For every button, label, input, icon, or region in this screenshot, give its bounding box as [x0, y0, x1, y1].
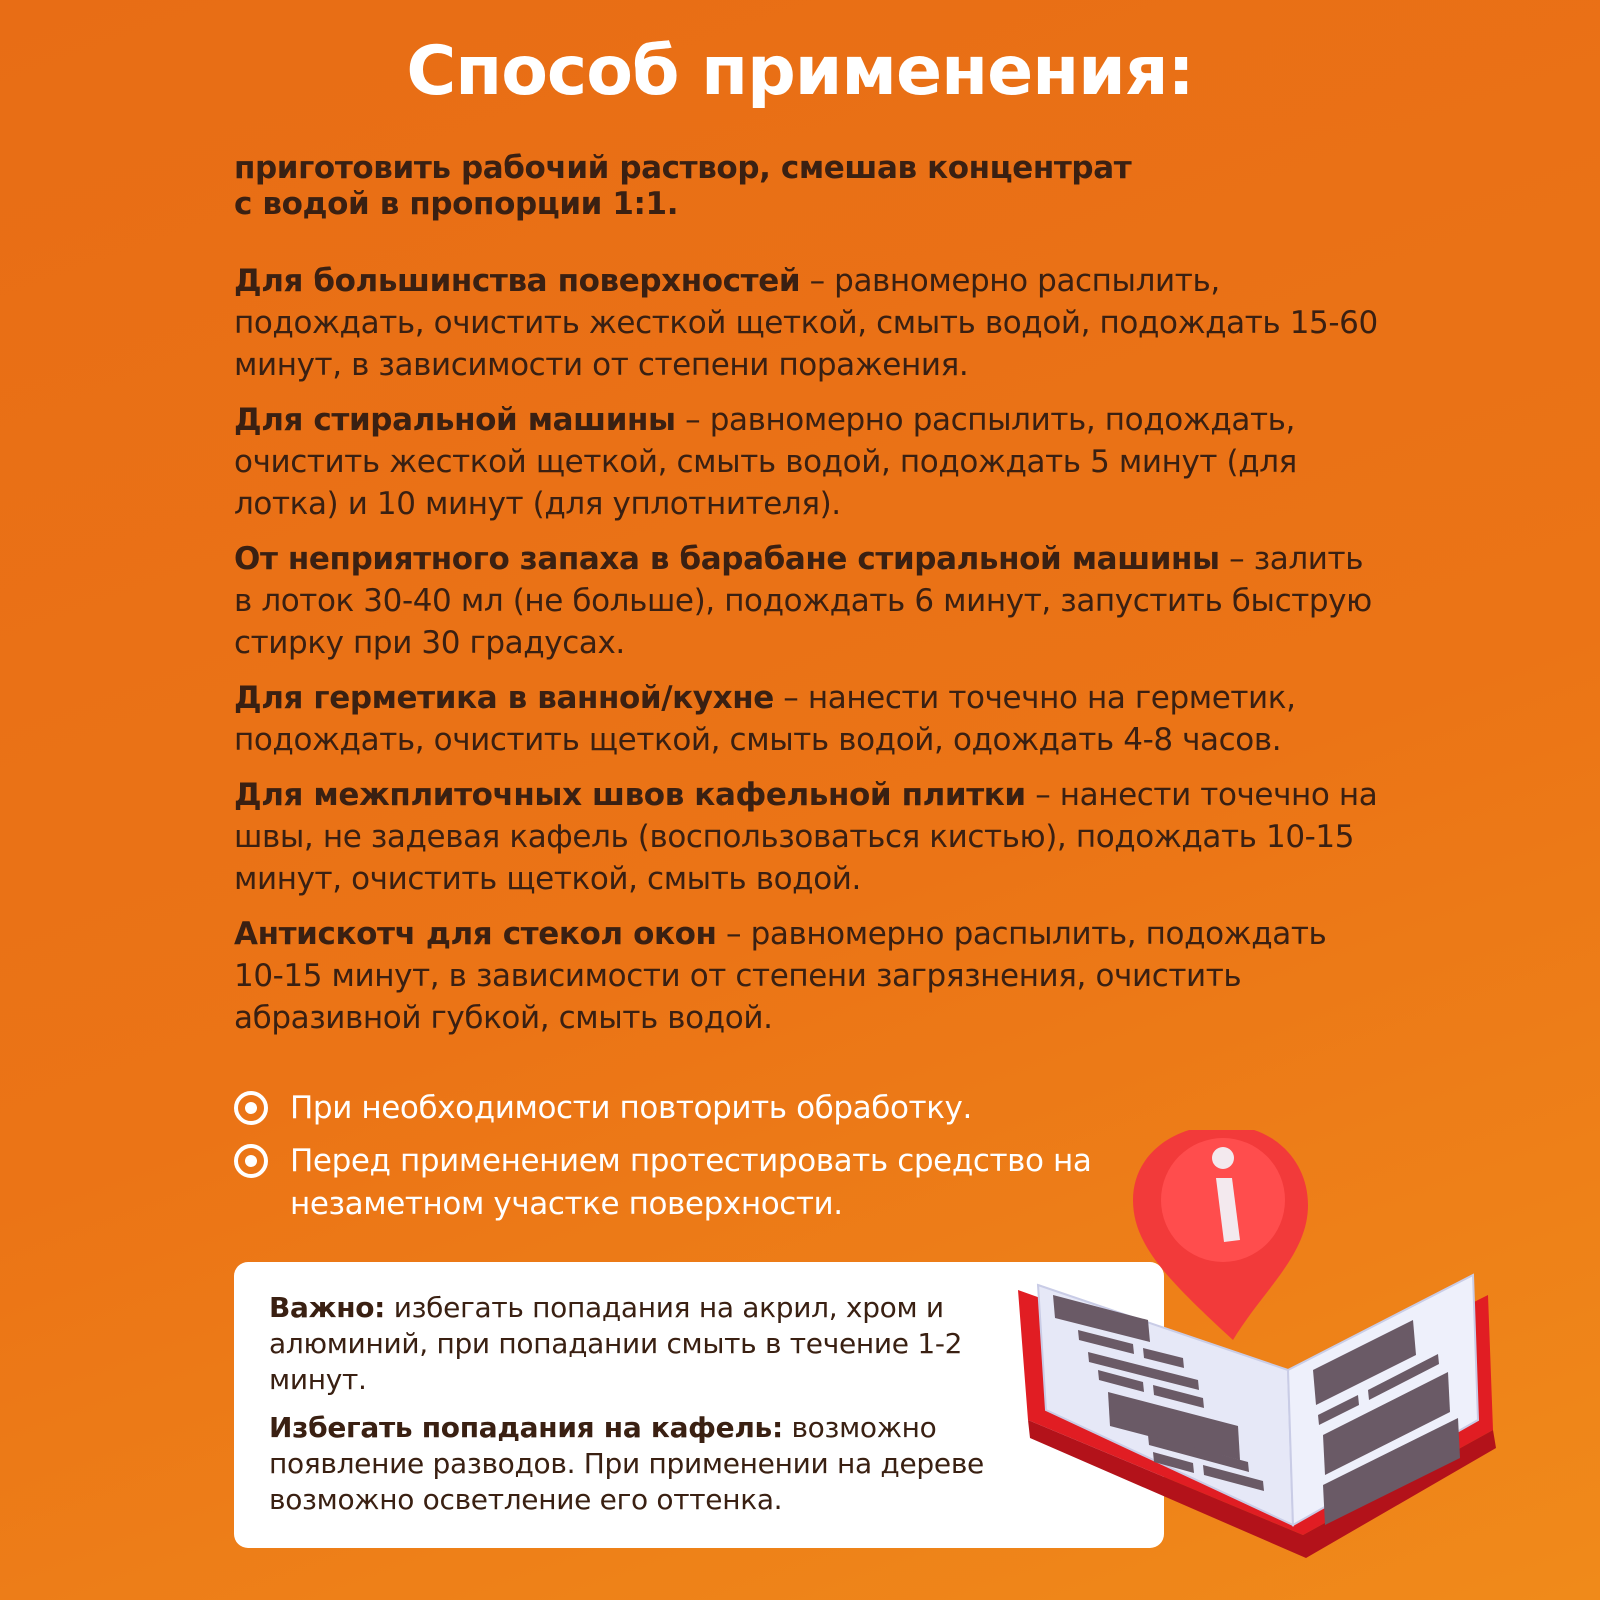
warning-heading: Важно:	[269, 1291, 386, 1324]
instructions-section	[234, 150, 1384, 1052]
instruction-surfaces	[234, 260, 1384, 386]
instruction-heading: Для межплиточных швов кафельной плитки	[234, 777, 1026, 813]
instruction-text: – нанести точечно на герметик, подождать, очистить щеткой, смыть водой, одождать 4-8 часов.	[234, 680, 1296, 758]
instruction-text: – равномерно распылить, подождать 10-15 минут, в зависимости от степени загрязнения, очистить абразивной губкой, смыть водой.	[234, 916, 1327, 1036]
instruction-heading: От неприятного запаха в барабане стиральной машины	[234, 541, 1220, 577]
instruction-window-glass	[234, 913, 1384, 1039]
intro-line-2: с водой в пропорции 1:1.	[234, 186, 679, 222]
instruction-text: – равномерно распылить, подождать, очистить жесткой щеткой, смыть водой, подождать 15-60 минут, в зависимости от степени поражения.	[234, 263, 1378, 383]
instruction-drum-odor	[234, 538, 1384, 664]
instruction-heading: Для большинства поверхностей	[234, 263, 801, 299]
open-book-icon	[1018, 1130, 1518, 1590]
bullet-text: При необходимости повторить обработку.	[290, 1090, 972, 1126]
bullet-target-icon	[234, 1091, 268, 1125]
warning-body: возможно появление разводов. При применении на дереве возможно осветление его оттенка.	[269, 1411, 984, 1516]
instruction-heading: Антискотч для стекол окон	[234, 916, 717, 952]
intro-line-1: приготовить рабочий раствор, смешав концентрат	[234, 150, 1132, 186]
instruction-heading: Для герметика в ванной/кухне	[234, 680, 774, 716]
page-title: Способ применения:	[406, 32, 1194, 111]
instruction-text: – залить в лоток 30-40 мл (не больше), подождать 6 минут, запустить быструю стирку при 30 градусах.	[234, 541, 1372, 661]
instruction-washing-machine	[234, 399, 1384, 525]
warning-heading: Избегать попадания на кафель:	[269, 1411, 783, 1444]
intro-text	[234, 150, 1384, 222]
instruction-text: – равномерно распылить, подождать, очистить жесткой щеткой, смыть водой, подождать 5 минут (для лотка) и 10 минут (для уплотнителя).	[234, 402, 1297, 522]
bullet-item	[234, 1087, 1184, 1130]
instruction-heading: Для стиральной машины	[234, 402, 676, 438]
instruction-sealant	[234, 677, 1384, 761]
warning-paragraph	[269, 1290, 1049, 1398]
instruction-text: – нанести точечно на швы, не задевая кафель (воспользоваться кистью), подождать 10-15 минут, очистить щеткой, смыть водой.	[234, 777, 1378, 897]
warning-text	[269, 1290, 1049, 1530]
instruction-tile-joints	[234, 774, 1384, 900]
warning-paragraph	[269, 1410, 1049, 1518]
warning-body: избегать попадания на акрил, хром и алюминий, при попадании смыть в течение 1-2 минут.	[269, 1291, 963, 1396]
bullet-target-icon	[234, 1144, 268, 1178]
bullet-text: Перед применением протестировать средство на незаметном участке поверхности.	[290, 1143, 1092, 1222]
